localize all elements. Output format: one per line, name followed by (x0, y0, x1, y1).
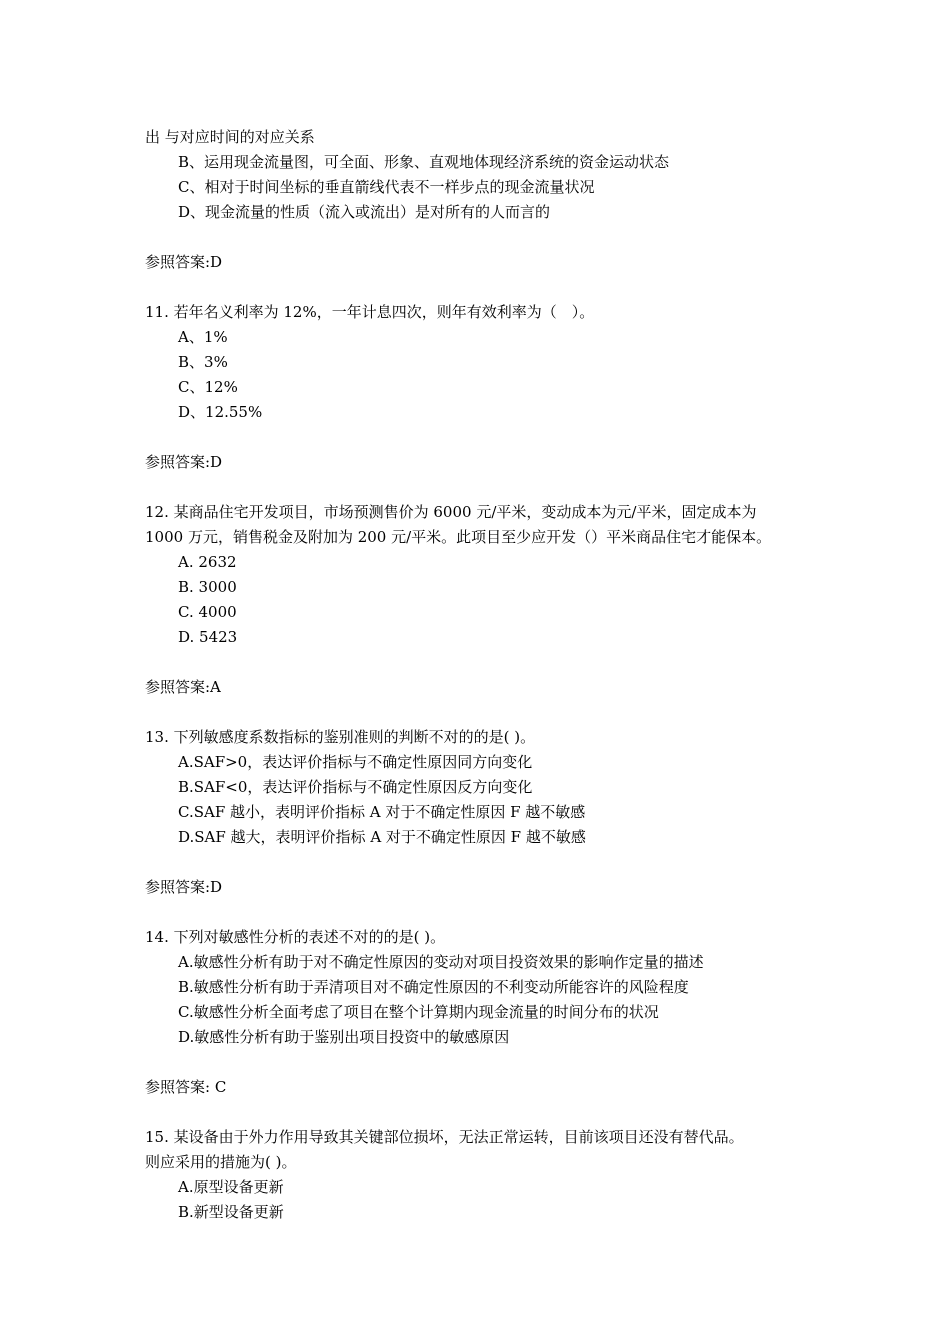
option-c: C、12% (178, 378, 238, 396)
question-12 (145, 500, 825, 725)
option-a: A.原型设备更新 (178, 1178, 284, 1196)
question-text: 1000 万元，销售税金及附加为 200 元/平米。此项目至少应开发（）平米商品住宅才能保本。 (145, 528, 772, 546)
question-14 (145, 925, 825, 1125)
option-b: B.新型设备更新 (178, 1203, 284, 1221)
option-a: A、1% (178, 328, 228, 346)
option-a: A. 2632 (178, 553, 237, 571)
question-text: 14. 下列对敏感性分析的表述不对的的是( )。 (145, 928, 446, 946)
question-text: 13. 下列敏感度系数指标的鉴别准则的判断不对的的是( )。 (145, 728, 536, 746)
option-d: D、12.55% (178, 403, 263, 421)
option-b: B、运用现金流量图，可全面、形象、直观地体现经济系统的资金运动状态 (178, 153, 670, 171)
question-11 (145, 300, 825, 500)
question-continuation (145, 125, 825, 300)
option-c: C.敏感性分析全面考虑了项目在整个计算期内现金流量的时间分布的状况 (178, 1003, 659, 1021)
question-text: 则应采用的措施为( )。 (145, 1153, 297, 1171)
reference-answer: 参照答案:A (145, 678, 221, 696)
option-d: D、现金流量的性质（流入或流出）是对所有的人而言的 (178, 203, 551, 221)
option-b: B.SAF<0，表达评价指标与不确定性原因反方向变化 (178, 778, 533, 796)
option-b: B.敏感性分析有助于弄清项目对不确定性原因的不利变动所能容许的风险程度 (178, 978, 689, 996)
reference-answer: 参照答案:D (145, 878, 223, 896)
option-c: C.SAF 越小，表明评价指标 A 对于不确定性原因 F 越不敏感 (178, 803, 586, 821)
question-13 (145, 725, 825, 925)
reference-answer: 参照答案:D (145, 453, 223, 471)
option-d: D.敏感性分析有助于鉴别出项目投资中的敏感原因 (178, 1028, 510, 1046)
option-b: B. 3000 (178, 578, 237, 596)
reference-answer: 参照答案: C (145, 1078, 227, 1096)
document-page (145, 125, 825, 1225)
option-a: A.敏感性分析有助于对不确定性原因的变动对项目投资效果的影响作定量的描述 (178, 953, 704, 971)
option-c: C、相对于时间坐标的垂直箭线代表不一样步点的现金流量状况 (178, 178, 595, 196)
option-d: D. 5423 (178, 628, 238, 646)
option-d: D.SAF 越大，表明评价指标 A 对于不确定性原因 F 越不敏感 (178, 828, 586, 846)
reference-answer: 参照答案:D (145, 253, 223, 271)
question-text-line: 出 与对应时间的对应关系 (145, 128, 315, 146)
option-a: A.SAF>0，表达评价指标与不确定性原因同方向变化 (178, 753, 533, 771)
question-text: 12. 某商品住宅开发项目，市场预测售价为 6000 元/平米，变动成本为元/平米，固定成本为 (145, 503, 757, 521)
question-text: 15. 某设备由于外力作用导致其关键部位损坏，无法正常运转，目前该项目还没有替代品。 (145, 1128, 744, 1146)
question-15 (145, 1125, 825, 1225)
question-text: 11. 若年名义利率为 12%，一年计息四次，则年有效利率为（ ）。 (145, 303, 595, 321)
option-c: C. 4000 (178, 603, 237, 621)
option-b: B、3% (178, 353, 228, 371)
